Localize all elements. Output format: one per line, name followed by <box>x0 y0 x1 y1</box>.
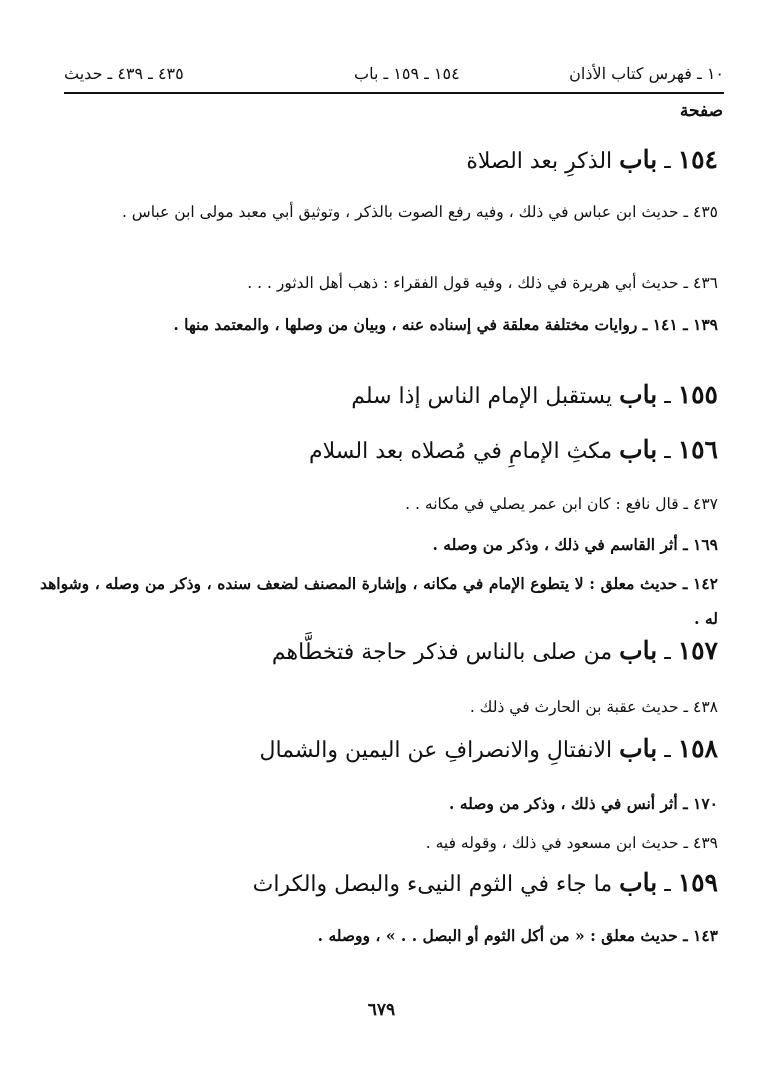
bab-word: باب <box>619 145 658 174</box>
bab-title: الانفتالِ والانصرافِ عن اليمين والشمال <box>259 738 613 763</box>
header-bab-range: ١٥٤ ـ ١٥٩ ـ باب <box>354 64 460 83</box>
bab-number: ١٥٤ <box>677 145 718 174</box>
entry-text: ١٤٣ ـ حديث معلق : « من أكل الثوم أو البصل . . » ، ووصله . <box>317 926 718 945</box>
bab-word: باب <box>619 868 658 897</box>
bab-title: يستقبل الإمام الناس إذا سلم <box>351 384 613 409</box>
bab-title: الذكرِ بعد الصلاة <box>466 149 613 174</box>
index-entry <box>40 690 718 725</box>
bab-heading: ١٥٧ ـ باب من صلى بالناس فذكر حاجة فتخطَّاهم <box>271 636 718 665</box>
entry-text: ٤٣٥ ـ حديث ابن عباس في ذلك ، وفيه رفع الصوت بالذكر ، وتوثيق أبي معبد مولى ابن عباس . <box>121 203 718 221</box>
bab-number: ١٥٧ <box>677 636 718 665</box>
bab-word: باب <box>619 734 658 763</box>
index-entry <box>40 527 718 562</box>
entry-text: ٤٣٦ ـ حديث أبي هريرة في ذلك ، وفيه قول الفقراء : ذهب أهل الدثور . . . <box>247 274 718 292</box>
bab-word: باب <box>619 435 658 464</box>
page-number: ٦٧٩ <box>367 1000 396 1020</box>
bab-title: مكثِ الإمامِ في مُصلاه بعد السلام <box>309 439 613 464</box>
entry-text: ١٧٠ ـ أثر أنس في ذلك ، وذكر من وصله . <box>449 794 718 813</box>
index-entry <box>40 487 718 522</box>
bab-heading: ١٥٥ ـ باب يستقبل الإمام الناس إذا سلم <box>351 380 718 409</box>
entry-text: ٤٣٨ ـ حديث عقبة بن الحارث في ذلك . <box>469 698 718 716</box>
bab-number: ١٥٦ <box>677 435 718 464</box>
index-entry <box>40 918 718 953</box>
entry-text: ١٣٩ ـ ١٤١ ـ روايات مختلفة معلقة في إسناده عنه ، وبيان من وصلها ، والمعتمد منها . <box>173 315 718 334</box>
index-entry <box>40 826 718 861</box>
bab-heading: ١٥٦ ـ باب مكثِ الإمامِ في مُصلاه بعد السلام <box>309 435 718 464</box>
running-header <box>64 60 724 94</box>
index-entry <box>40 566 718 636</box>
header-chapter-title: ١٠ ـ فهرس كتاب الأذان <box>569 64 724 83</box>
bab-number: ١٥٨ <box>677 734 718 763</box>
bab-word: باب <box>619 636 658 665</box>
bab-heading: ١٥٨ ـ باب الانفتالِ والانصرافِ عن اليمين والشمال <box>259 734 718 763</box>
page-column-label: صفحة <box>679 101 723 121</box>
bab-word: باب <box>619 380 658 409</box>
index-entry <box>40 786 718 821</box>
bab-heading: ١٥٩ ـ باب ما جاء في الثوم النيىء والبصل والكراث <box>252 868 718 897</box>
bab-title: من صلى بالناس فذكر حاجة فتخطَّاهم <box>271 640 613 665</box>
index-entry <box>40 307 718 342</box>
header-hadith-range: ٤٣٥ ـ ٤٣٩ ـ حديث <box>64 64 184 83</box>
bab-heading: ١٥٤ ـ باب الذكرِ بعد الصلاة <box>466 145 718 174</box>
index-entry <box>40 266 718 301</box>
bab-title: ما جاء في الثوم النيىء والبصل والكراث <box>252 872 613 897</box>
index-entry <box>40 195 718 230</box>
entry-text: ١٦٩ ـ أثر القاسم في ذلك ، وذكر من وصله . <box>432 535 718 554</box>
entry-text: ١٤٢ ـ حديث معلق : لا يتطوع الإمام في مكانه ، وإشارة المصنف لضعف سنده ، وذكر من وصله ، وشواهد له . <box>40 574 718 628</box>
entry-text: ٤٣٩ ـ حديث ابن مسعود في ذلك ، وقوله فيه . <box>425 834 718 852</box>
entry-text: ٤٣٧ ـ قال نافع : كان ابن عمر يصلي في مكانه . . <box>405 495 718 513</box>
bab-number: ١٥٩ <box>677 868 718 897</box>
bab-number: ١٥٥ <box>677 380 718 409</box>
